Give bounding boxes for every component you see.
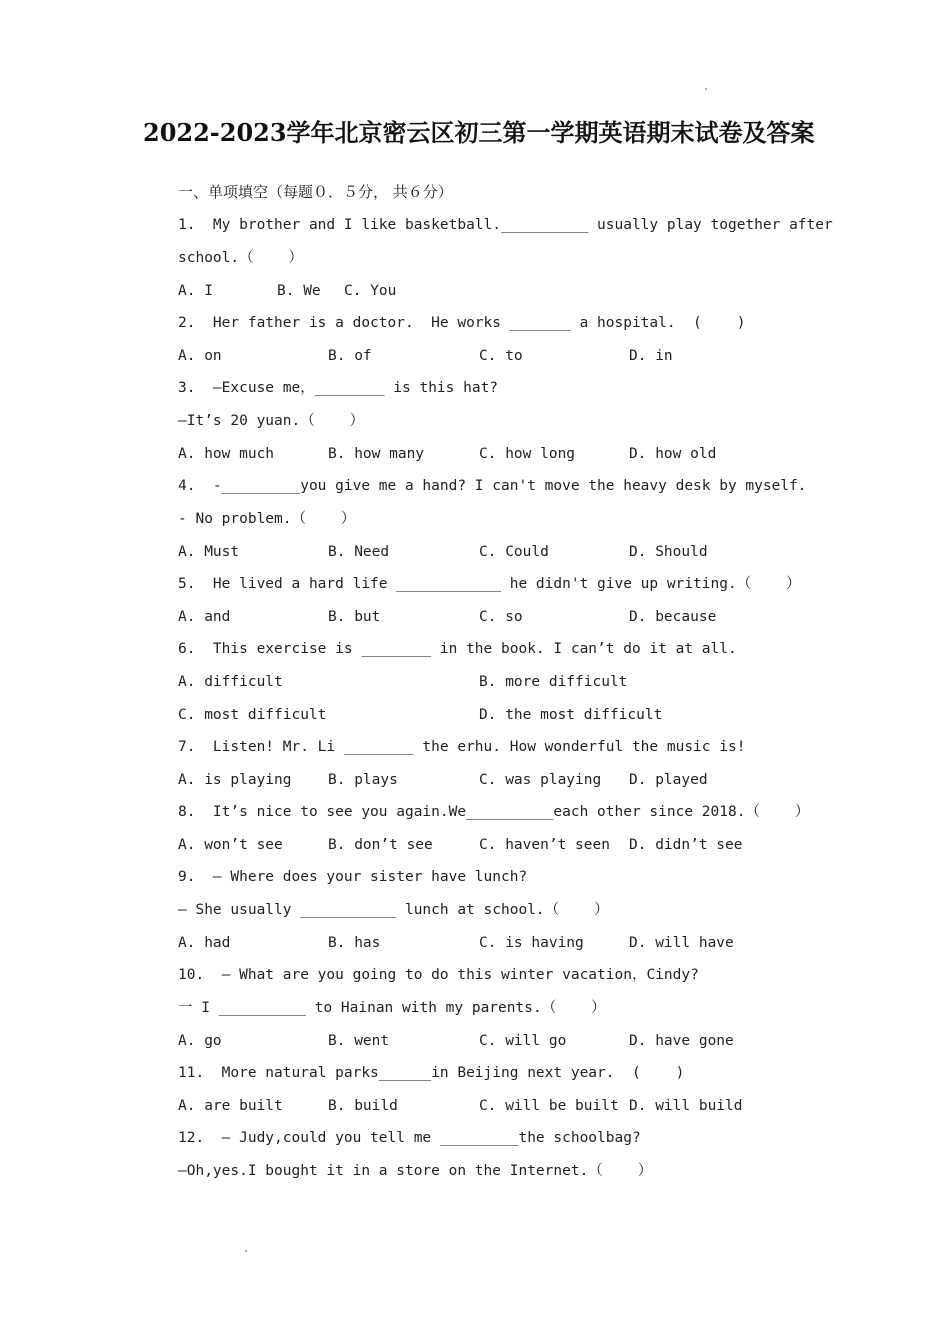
question-2-option-b: B. of: [328, 348, 372, 364]
question-2-option-d: D. in: [629, 348, 673, 364]
question-3-option-b: B. how many: [328, 446, 425, 462]
question-7-option-b: B. plays: [328, 772, 398, 788]
question-10-option-a: A. go: [178, 1033, 222, 1049]
question-11-text: 11. More natural parks______in Beijing next year. ( ): [178, 1065, 685, 1081]
question-3-option-d: D. how old: [629, 446, 717, 462]
decorative-dot: [705, 88, 707, 90]
question-11-option-b: B. build: [328, 1098, 398, 1114]
question-6-option-a: A. difficult: [178, 674, 283, 690]
question-10-text-cont: 一 I __________ to Hainan with my parents.（ ）: [178, 1000, 606, 1016]
section-heading: 一、单项填空（每题０．５分， 共６分）: [178, 183, 453, 201]
question-8-option-c: C. haven’t seen: [479, 837, 610, 853]
question-3-option-c: C. how long: [479, 446, 576, 462]
question-4-option-a: A. Must: [178, 544, 240, 560]
question-1-text: 1. My brother and I like basketball.__________ usually play together after: [178, 217, 833, 233]
question-3-text-cont: —It’s 20 yuan.（ ）: [178, 413, 365, 429]
page-title: 2022-2023学年北京密云区初三第一学期英语期末试卷及答案: [143, 118, 815, 147]
question-4-text: 4. -_________you give me a hand? I can't move the heavy desk by myself.: [178, 478, 807, 494]
question-11-option-c: C. will be built: [479, 1098, 619, 1114]
question-2-option-c: C. to: [479, 348, 523, 364]
question-4-text-cont: - No problem.（ ）: [178, 511, 356, 527]
question-6-option-d: D. the most difficult: [479, 707, 663, 723]
question-10-option-d: D. have gone: [629, 1033, 734, 1049]
question-10-option-c: C. will go: [479, 1033, 567, 1049]
question-10-option-b: B. went: [328, 1033, 390, 1049]
question-8-option-a: A. won’t see: [178, 837, 283, 853]
question-10-text: 10. — What are you going to do this winter vacation，Cindy?: [178, 967, 699, 983]
question-7-option-c: C. was playing: [479, 772, 602, 788]
question-5-option-d: D. because: [629, 609, 717, 625]
question-2-text: 2. Her father is a doctor. He works _______ a hospital. ( ): [178, 315, 746, 331]
question-6-option-c: C. most difficult: [178, 707, 327, 723]
question-9-option-c: C. is having: [479, 935, 584, 951]
question-6-option-b: B. more difficult: [479, 674, 628, 690]
question-7-option-d: D. played: [629, 772, 708, 788]
question-8-text: 8. It’s nice to see you again.We__________each other since 2018.（ ）: [178, 804, 810, 820]
question-1-option-c: C. You: [344, 283, 397, 299]
question-3-text: 3. —Excuse me，________ is this hat?: [178, 380, 499, 396]
question-12-text: 12. — Judy,could you tell me _________the schoolbag?: [178, 1130, 641, 1146]
question-5-option-a: A. and: [178, 609, 231, 625]
question-9-option-d: D. will have: [629, 935, 734, 951]
question-3-option-a: A. how much: [178, 446, 275, 462]
question-7-text: 7. Listen! Mr. Li ________ the erhu. How wonderful the music is!: [178, 739, 746, 755]
question-9-text: 9. — Where does your sister have lunch?: [178, 869, 528, 885]
question-1-option-b: B. We: [277, 283, 321, 299]
question-4-option-b: B. Need: [328, 544, 390, 560]
question-4-option-d: D. Should: [629, 544, 708, 560]
question-11-option-a: A. are built: [178, 1098, 283, 1114]
question-4-option-c: C. Could: [479, 544, 549, 560]
decorative-dot: [245, 1250, 247, 1252]
question-7-option-a: A. is playing: [178, 772, 292, 788]
question-8-option-d: D. didn’t see: [629, 837, 743, 853]
question-6-text: 6. This exercise is ________ in the book. I can’t do it at all.: [178, 641, 737, 657]
question-5-option-c: C. so: [479, 609, 523, 625]
question-5-option-b: B. but: [328, 609, 381, 625]
question-9-text-cont: — She usually ___________ lunch at school.（ ）: [178, 902, 609, 918]
question-9-option-a: A. had: [178, 935, 231, 951]
question-2-option-a: A. on: [178, 348, 222, 364]
question-5-text: 5. He lived a hard life ____________ he didn't give up writing.（ ）: [178, 576, 801, 592]
question-1-option-a: A. I: [178, 283, 213, 299]
question-1-text-cont: school.（ ）: [178, 250, 304, 266]
question-8-option-b: B. don’t see: [328, 837, 433, 853]
question-12-text-cont: —Oh,yes.I bought it in a store on the Internet.（ ）: [178, 1163, 653, 1179]
question-11-option-d: D. will build: [629, 1098, 743, 1114]
question-9-option-b: B. has: [328, 935, 381, 951]
